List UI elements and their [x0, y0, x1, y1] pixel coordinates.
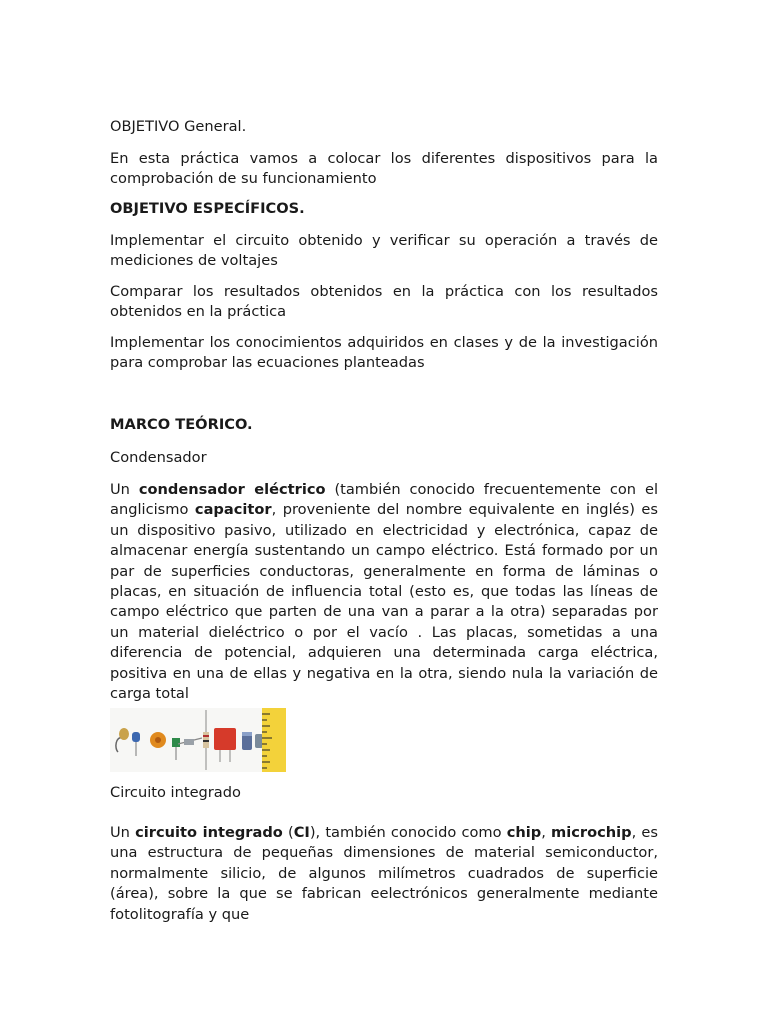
circuito-paragraph	[110, 823, 658, 925]
objetivo-general-text: En esta práctica vamos a colocar los diferentes dispositivos para la comprobación de su funcionamiento	[110, 150, 658, 188]
especifico-3: Implementar los conocimientos adquiridos en clases y de la investigación para comprobar las ecuaciones planteadas	[110, 334, 658, 372]
text-run: ,	[541, 824, 552, 841]
term-chip: chip	[506, 824, 542, 841]
marco-teorico-title: MARCO TEÓRICO.	[110, 416, 253, 433]
text-run: ), también conocido como	[309, 824, 507, 841]
especifico-1: Implementar el circuito obtenido y verificar su operación a través de mediciones de voltajes	[110, 232, 658, 270]
condensador-paragraph	[110, 480, 658, 704]
text-run: , es una estructura de pequeñas dimensiones de material semiconductor, normalmente silicio, de algunos milímetros cuadrados de superficie (área), sobre la que se fabrican eelectrónicos generalmente mediante fotolitografía y que	[110, 824, 658, 923]
term-condensador: condensador eléctrico	[138, 481, 326, 498]
circuito-integrado-title: Circuito integrado	[110, 784, 241, 801]
especifico-2: Comparar los resultados obtenidos en la práctica con los resultados obtenidos en la práctica	[110, 283, 658, 321]
text-run: (	[282, 824, 294, 841]
objetivo-general-title: OBJETIVO General.	[110, 118, 247, 135]
term-circuito-integrado: circuito integrado	[135, 824, 283, 841]
condensador-title: Condensador	[110, 449, 207, 466]
capacitors-photo-icon	[110, 708, 286, 772]
text-run: (también conocido frecuentemente con el anglicismo	[110, 481, 659, 519]
term-ci: CI	[293, 824, 310, 841]
objetivo-especificos-title: OBJETIVO ESPECÍFICOS.	[110, 200, 305, 217]
term-microchip: microchip	[551, 824, 632, 841]
text-run: Un	[110, 824, 136, 841]
text-run: Un	[110, 481, 139, 498]
text-run: , proveniente del nombre equivalente en inglés) es un dispositivo pasivo, utilizado en electricidad y electrónica, capaz de almacenar energía sustentando un campo eléctrico. Está formado por un par de superficies conductoras, generalmente en forma de láminas o placas, en situación de influencia total (esto es, que todas las líneas de campo eléctrico que parten de una van a parar a la otra) separadas por un material dieléctrico o por el vacío . Las placas, sometidas a una diferencia de potencial, adquieren una determinada carga eléctrica, positiva en una de ellas y negativa en la otra, siendo nula la variación de carga total	[110, 501, 659, 703]
capacitors-image	[110, 708, 286, 772]
term-capacitor: capacitor	[194, 501, 272, 519]
